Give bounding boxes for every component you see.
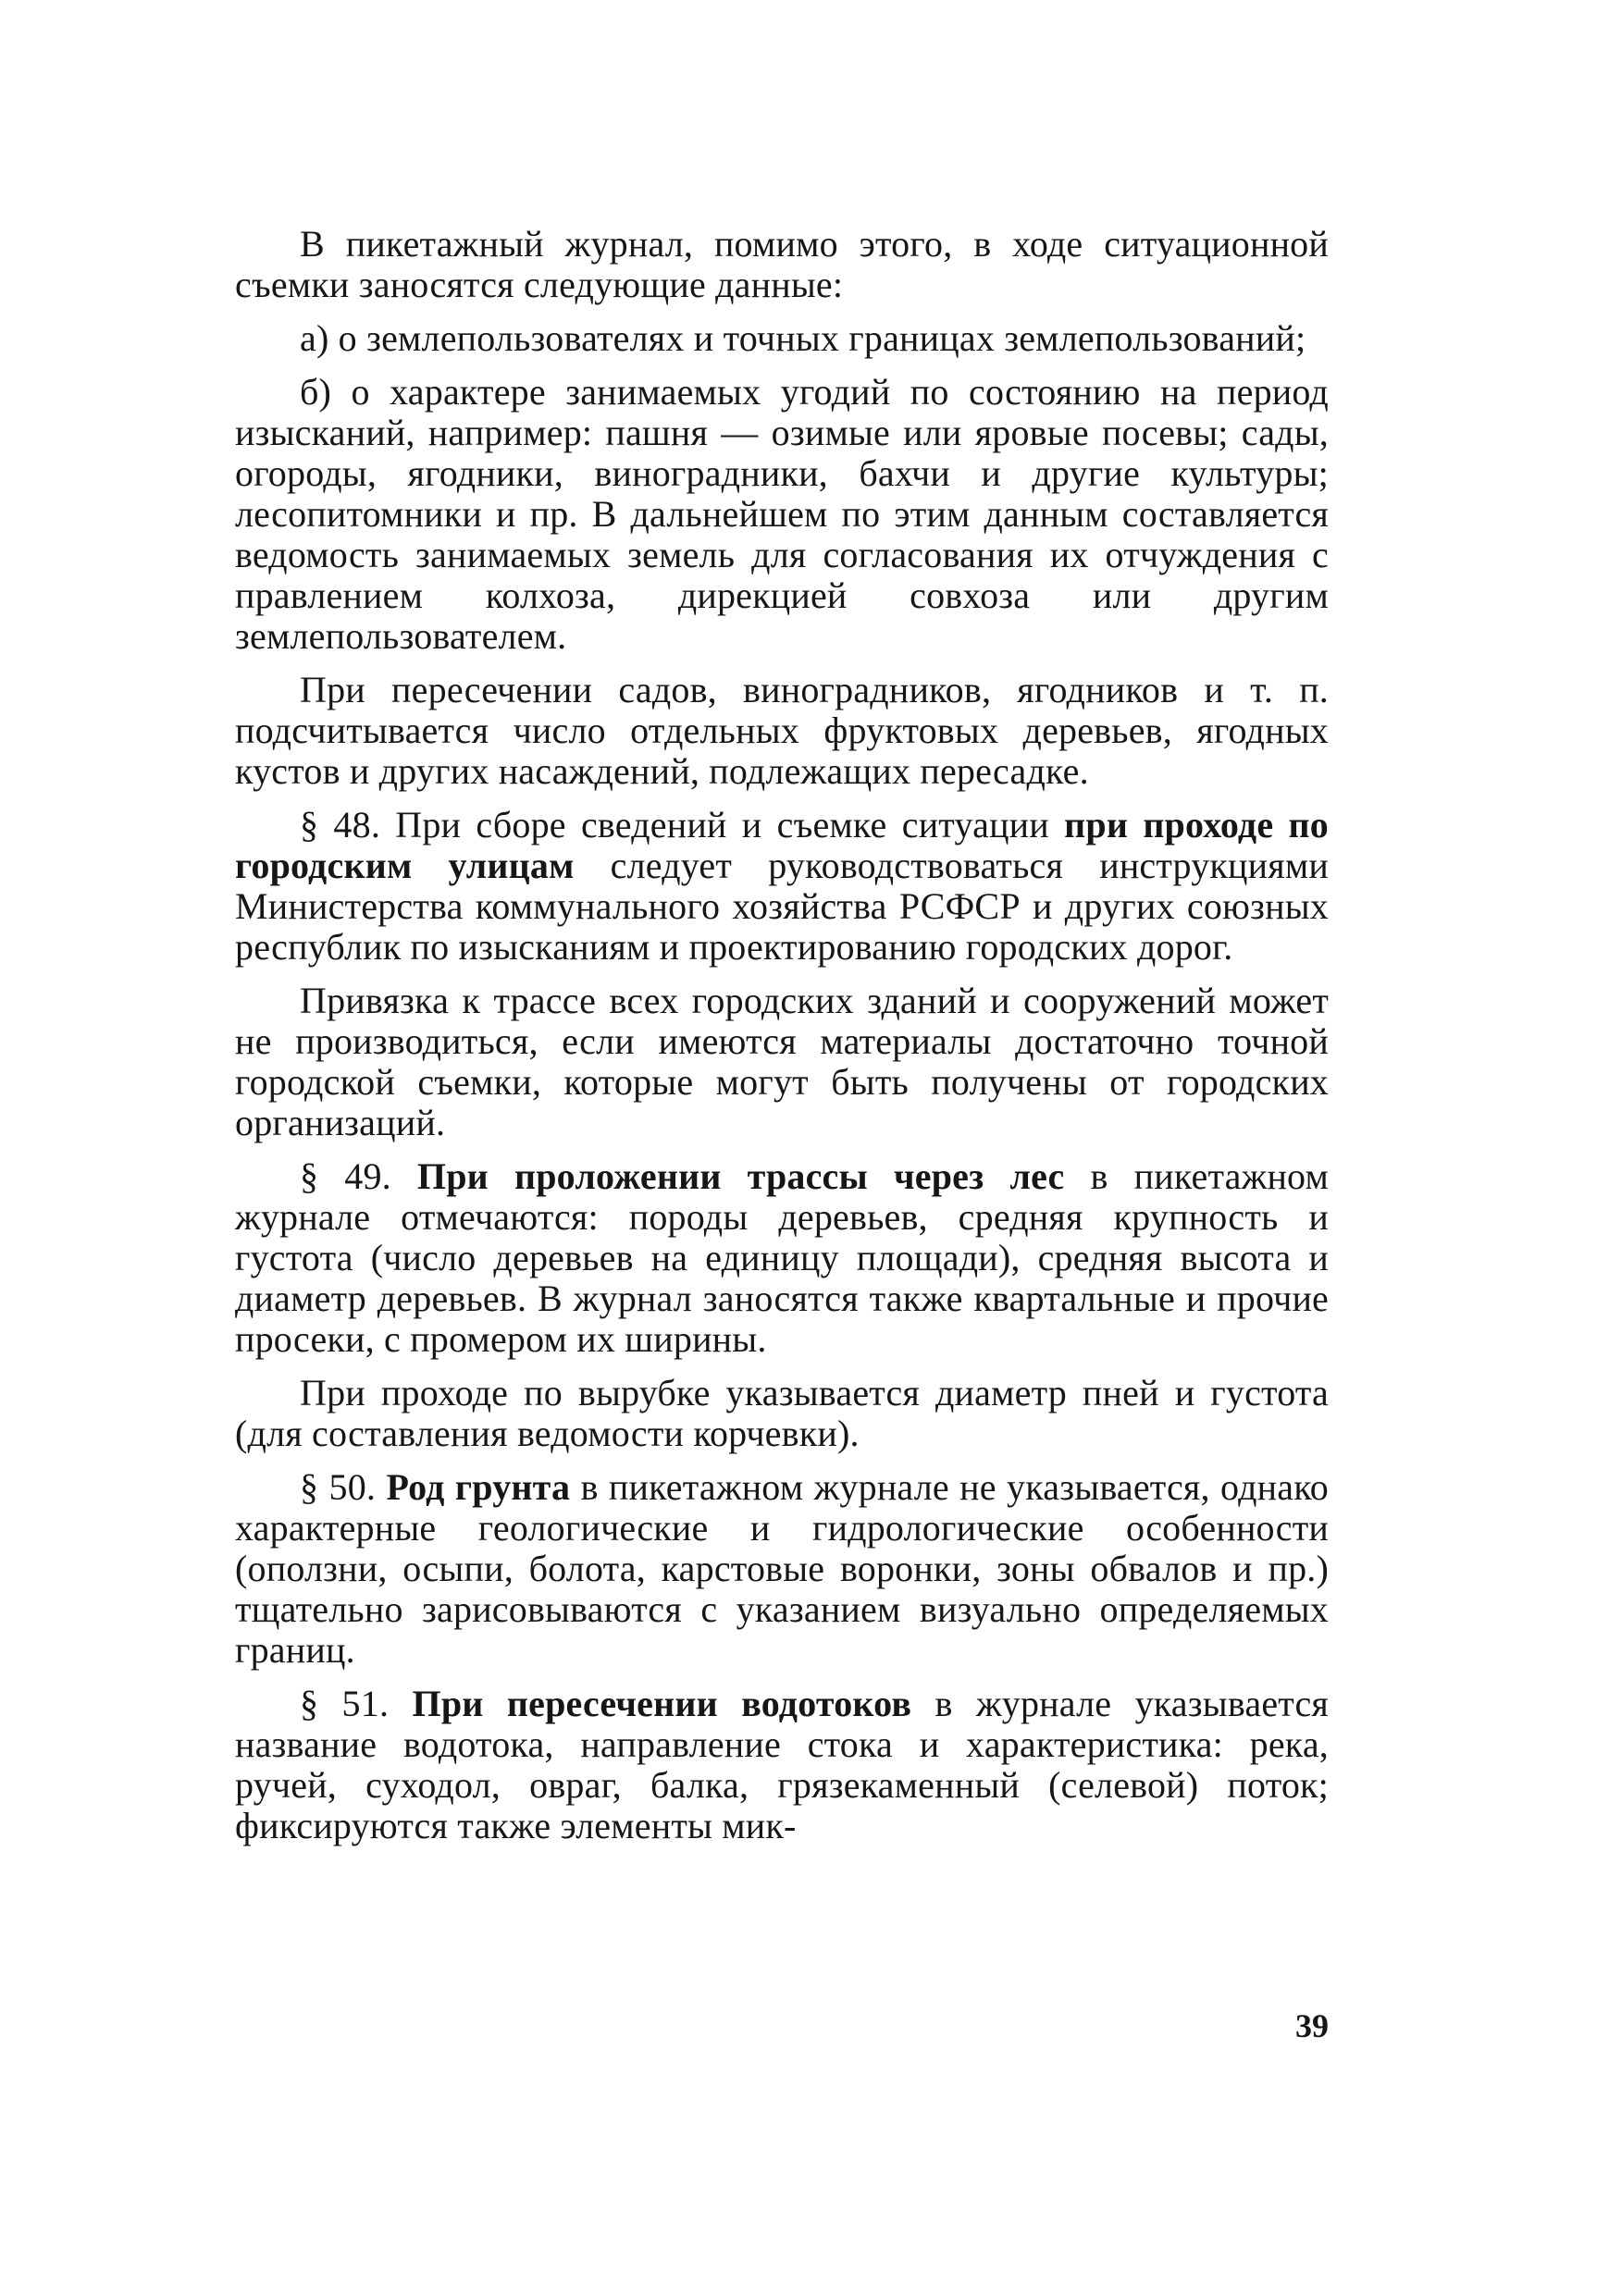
paragraph-text: В пикетажный журнал, помимо этого, в ходе ситуационной съемки заносятся следующие данные: bbox=[235, 223, 1329, 305]
paragraph-text: § 48. При сборе сведений и съемке ситуации bbox=[300, 804, 1065, 846]
paragraph-text: При проходе по вырубке указывается диаметр пней и густота (для составления ведомости корчевки). bbox=[235, 1372, 1329, 1454]
paragraph bbox=[235, 670, 1329, 792]
paragraph bbox=[235, 981, 1329, 1143]
page-number: 39 bbox=[1295, 2007, 1329, 2044]
paragraph bbox=[235, 1684, 1329, 1846]
paragraph bbox=[235, 318, 1329, 359]
paragraph bbox=[235, 372, 1329, 657]
paragraph bbox=[235, 1156, 1329, 1360]
bold-lead-in: при проходе по городским улицам bbox=[235, 804, 1330, 886]
paragraph-text: При пересечении садов, виноградников, ягодников и т. п. подсчитывается число отдельных фруктовых деревьев, ягодных кустов и других насаждений, подлежащих пересадке. bbox=[235, 669, 1329, 792]
paragraph-text: следует руководствоваться инструкциями Министерства коммунального хозяйства РСФСР и других союзных республик по изысканиям и проектированию городских дорог. bbox=[235, 845, 1329, 968]
bold-lead-in: При проложении трассы через лес bbox=[416, 1155, 1065, 1197]
paragraph-text: Привязка к трассе всех городских зданий и сооружений может не производиться, если имеются материалы достаточно точной городской съемки, которые могут быть получены от городских организаций. bbox=[235, 980, 1329, 1143]
paragraph-text: а) о землепользователях и точных границах землепользований; bbox=[300, 317, 1306, 359]
bold-lead-in: Род грунта bbox=[386, 1466, 571, 1508]
paragraph-text: § 50. bbox=[300, 1466, 387, 1508]
paragraph-text: в журнале указывается название водотока, направление стока и характеристика: река, ручей, суходол, овраг, балка, грязекаменный (селевой) поток; фиксируются также элементы мик- bbox=[235, 1683, 1330, 1846]
paragraph bbox=[235, 805, 1329, 968]
paragraph-text: б) о характере занимаемых угодий по состоянию на период изысканий, например: пашня — озимые или яровые посевы; сады, огороды, ягодники, виноградники, бахчи и другие культуры; лесопитомники и пр. В дальнейшем по этим данным составляется ведомость занимаемых земель для согласования их отчуждения с правлением колхоза, дирекцией совхоза или другим землепользователем. bbox=[235, 371, 1329, 657]
paragraph bbox=[235, 1467, 1329, 1671]
paragraph bbox=[235, 224, 1329, 305]
body-text bbox=[235, 224, 1329, 1859]
paragraph-text: § 49. bbox=[300, 1155, 417, 1197]
paragraph-text: § 51. bbox=[300, 1683, 413, 1724]
paragraph bbox=[235, 1373, 1329, 1454]
paragraph-text: в пикетажном журнале отмечаются: породы деревьев, средняя крупность и густота (число деревьев на единицу площади), средняя высота и диаметр деревьев. В журнал заносятся также квартальные и прочие просеки, с промером их ширины. bbox=[235, 1155, 1330, 1360]
paragraph-text: в пикетажном журнале не указывается, однако характерные геологические и гидрологические особенности (оползни, осыпи, болота, карстовые воронки, зоны обвалов и пр.) тщательно зарисовываются с указанием визуально определяемых границ. bbox=[235, 1466, 1329, 1671]
bold-lead-in: При пересечении водотоков bbox=[412, 1683, 912, 1724]
